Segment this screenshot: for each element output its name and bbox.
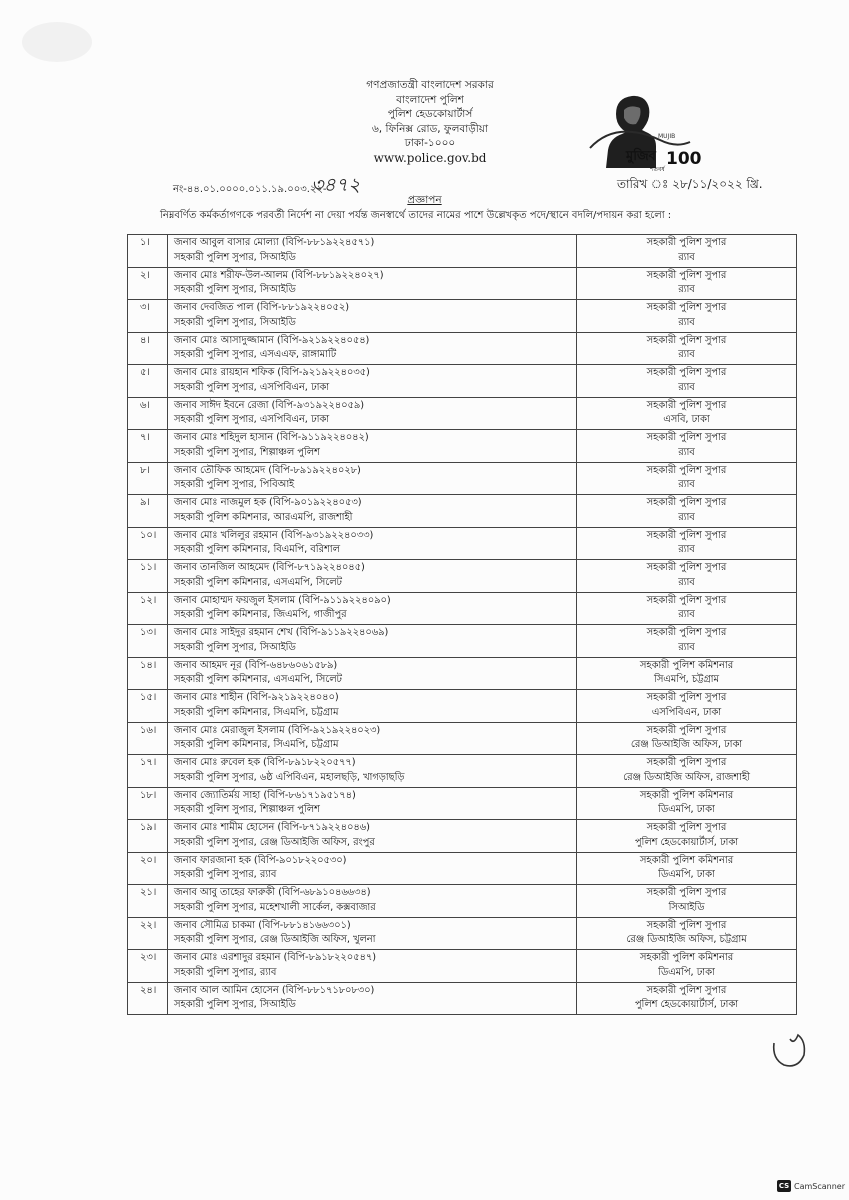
letterhead-government: গণপ্রজাতন্ত্রী বাংলাদেশ সরকার — [366, 79, 494, 91]
new-post-unit: রেঞ্জ ডিআইজি অফিস, রাজশাহী — [623, 771, 750, 783]
officer-name: জনাব মোঃ নাজমুল হক (বিপি-৯০১৯২২৪০৫৩) — [174, 497, 362, 508]
row-serial: ১৪। — [128, 657, 168, 690]
new-post-unit: ডিএমপি, ঢাকা — [658, 804, 715, 815]
document-title-text: প্রজ্ঞাপন — [407, 194, 442, 206]
table-row — [128, 917, 797, 950]
row-serial: ৪। — [128, 332, 168, 365]
table-row — [128, 267, 797, 300]
new-posting-cell — [577, 852, 797, 885]
officer-current-post: সহকারী পুলিশ কমিশনার, আরএমপি, রাজশাহী — [174, 511, 353, 523]
logo-years: 100 — [666, 149, 702, 169]
new-post-title: সহকারী পুলিশ সুপার — [646, 399, 727, 411]
new-post-title: সহকারী পুলিশ কমিশনার — [639, 659, 734, 671]
table-row — [128, 332, 797, 365]
new-posting-cell — [577, 755, 797, 788]
new-post-unit: রেঞ্জ ডিআইজি অফিস, চট্টগ্রাম — [626, 934, 747, 945]
row-serial: ২। — [128, 267, 168, 300]
officer-name: জনাব আবুল বাসার মোল্যা (বিপি-৮৮১৯২২৪৫৭১) — [174, 237, 375, 248]
new-post-title: সহকারী পুলিশ সুপার — [646, 562, 727, 573]
new-post-title: সহকারী পুলিশ কমিশনার — [639, 789, 734, 801]
row-serial: ২২। — [128, 917, 168, 950]
table-row — [128, 300, 797, 333]
row-serial: ১৫। — [128, 690, 168, 723]
officer-name: জনাব আবু তাহের ফারুকী (বিপি-৬৮৯১০৪৬৬৩৪) — [174, 887, 371, 898]
new-post-title: সহকারী পুলিশ সুপার — [646, 334, 727, 346]
officer-current-post: সহকারী পুলিশ কমিশনার, এসএমপি, সিলেট — [174, 674, 342, 685]
officer-cell — [168, 852, 577, 885]
officer-name: জনাব মোঃ মেরাজুল ইসলাম (বিপি-৯২১৯২২৪০২৩) — [174, 724, 381, 736]
transfer-table-body — [128, 235, 797, 1015]
table-row — [128, 657, 797, 690]
officer-current-post: সহকারী পুলিশ সুপার, এসএএফ, রাঙ্গামাটি — [174, 349, 337, 360]
officer-current-post: সহকারী পুলিশ সুপার, র‍্যাব — [174, 869, 277, 880]
new-posting-cell — [577, 625, 797, 658]
officer-name: জনাব মোঃ শাহীন (বিপি-৯২১৯২২৪০৪০) — [174, 692, 339, 703]
new-post-unit: এসবি, ঢাকা — [663, 414, 710, 425]
row-serial: ১। — [128, 235, 168, 268]
new-post-title: সহকারী পুলিশ কমিশনার — [639, 854, 734, 866]
new-post-title: সহকারী পুলিশ সুপার — [646, 822, 727, 833]
table-row — [128, 690, 797, 723]
new-posting-cell — [577, 982, 797, 1015]
new-posting-cell — [577, 917, 797, 950]
new-post-unit: ডিএমপি, ঢাকা — [658, 966, 715, 978]
officer-cell — [168, 885, 577, 918]
officer-current-post: সহকারী পুলিশ সুপার, ৬ষ্ঠ এপিবিএন, মহালছড়ি, খাগড়াছড়ি — [174, 771, 405, 783]
new-post-title: সহকারী পুলিশ সুপার — [646, 724, 727, 736]
table-row — [128, 495, 797, 528]
new-post-unit: র‍্যাব — [678, 316, 695, 328]
new-posting-cell — [577, 300, 797, 333]
officer-current-post: সহকারী পুলিশ সুপার, শিল্পাঞ্চল পুলিশ — [174, 804, 320, 815]
letterhead-police: বাংলাদেশ পুলিশ — [396, 93, 464, 106]
memo-date: তারিখ ঃ ২৮/১১/২০২২ খ্রি. — [617, 177, 763, 191]
officer-name: জনাব মোঃ শরীফ-উল-আলম (বিপি-৮৮১৯২২৪০২৭) — [174, 269, 384, 281]
officer-name: জনাব মোঃ এরশাদুর রহমান (বিপি-৮৯১৮২২০৫৪৭) — [174, 952, 377, 963]
officer-cell — [168, 690, 577, 723]
officer-cell — [168, 917, 577, 950]
officer-current-post: সহকারী পুলিশ সুপার, সিআইডি — [174, 316, 296, 328]
officer-current-post: সহকারী পুলিশ সুপার, পিবিআই — [174, 479, 295, 490]
new-post-unit: র‍্যাব — [678, 511, 695, 523]
new-post-title: সহকারী পুলিশ সুপার — [646, 269, 727, 281]
table-row — [128, 625, 797, 658]
new-post-title: সহকারী পুলিশ সুপার — [646, 529, 727, 541]
officer-name: জনাব জ্যোতির্ময় সাহা (বিপি-৮৬১৭১৯৫১৭৪) — [174, 789, 356, 801]
officer-cell — [168, 722, 577, 755]
officer-name: জনাব সৌমিত্র চাকমা (বিপি-৮৮১৪১৬৬৩০১) — [174, 919, 351, 931]
letterhead-address: ৬, ফিনিক্স রোড, ফুলবাড়ীয়া — [371, 122, 489, 135]
page-number-mark — [768, 1025, 812, 1073]
new-post-unit: র‍্যাব — [678, 641, 695, 653]
officer-name: জনাব তৌফিক আহমেদ (বিপি-৮৯১৯২২৪০২৮) — [174, 464, 361, 476]
officer-cell — [168, 235, 577, 268]
memo-number: নং-৪৪.০১.০০০০.০১১.১৯.০০৩.২২- — [173, 184, 327, 195]
new-post-title: সহকারী পুলিশ কমিশনার — [639, 952, 734, 963]
row-serial: ২০। — [128, 852, 168, 885]
table-row — [128, 852, 797, 885]
officer-cell — [168, 397, 577, 430]
officer-name: জনাব মোহাম্মদ ফয়জুল ইসলাম (বিপি-৯১১৯২২৪০৯০) — [174, 594, 391, 606]
table-row — [128, 820, 797, 853]
officer-cell — [168, 300, 577, 333]
new-post-title: সহকারী পুলিশ সুপার — [646, 432, 727, 443]
new-post-title: সহকারী পুলিশ সুপার — [646, 984, 727, 996]
new-posting-cell — [577, 430, 797, 463]
officer-name: জনাব দেবজিত পাল (বিপি-৮৮১৯২২৪০৫২) — [174, 302, 350, 313]
officer-current-post: সহকারী পুলিশ কমিশনার, এসএমপি, সিলেট — [174, 576, 342, 588]
table-row — [128, 787, 797, 820]
table-row — [128, 755, 797, 788]
officer-name: জনাব আহমদ নূর (বিপি-৬৪৮৬০৬১৫৮৯) — [174, 659, 338, 671]
officer-current-post: সহকারী পুলিশ কমিশনার, বিএমপি, বরিশাল — [174, 544, 340, 555]
row-serial: ১০। — [128, 527, 168, 560]
new-post-unit: র‍্যাব — [678, 349, 695, 360]
letterhead — [300, 78, 560, 165]
officer-cell — [168, 267, 577, 300]
new-posting-cell — [577, 787, 797, 820]
officer-current-post: সহকারী পুলিশ সুপার, শিল্পাঞ্চল পুলিশ — [174, 446, 320, 458]
new-post-unit: র‍্যাব — [678, 544, 695, 555]
transfer-table — [127, 234, 797, 1015]
officer-current-post: সহকারী পুলিশ সুপার, সিআইডি — [174, 284, 296, 295]
memo-handwritten-number: ৩৪৭২ — [311, 174, 361, 196]
new-post-unit: র‍্যাব — [678, 284, 695, 295]
officer-cell — [168, 950, 577, 983]
new-posting-cell — [577, 657, 797, 690]
officer-name: জনাব মোঃ রায়হান শফিক (বিপি-৯২১৯২২৪০৩৫) — [174, 367, 370, 378]
camscanner-badge — [777, 1180, 845, 1192]
officer-name: জনাব মোঃ খলিলুর রহমান (বিপি-৯৩১৯২২৪০৩৩) — [174, 529, 374, 541]
officer-cell — [168, 787, 577, 820]
table-row — [128, 950, 797, 983]
row-serial: ২৪। — [128, 982, 168, 1015]
logo-english: MUJIB — [658, 133, 676, 140]
row-serial: ১১। — [128, 560, 168, 593]
officer-current-post: সহকারী পুলিশ কমিশনার, সিএমপি, চট্টগ্রাম — [174, 706, 339, 718]
row-serial: ১২। — [128, 592, 168, 625]
logo-bengali-sub: শতবর্ষ — [650, 166, 665, 173]
new-post-title: সহকারী পুলিশ সুপার — [646, 887, 727, 898]
officer-cell — [168, 332, 577, 365]
new-post-unit: সিআইডি — [668, 901, 705, 913]
officer-cell — [168, 625, 577, 658]
table-row — [128, 365, 797, 398]
officer-current-post: সহকারী পুলিশ সুপার, মহেশখালী সার্কেল, কক্সবাজার — [174, 901, 376, 913]
officer-cell — [168, 592, 577, 625]
letterhead-city: ঢাকা-১০০০ — [404, 137, 456, 149]
officer-cell — [168, 462, 577, 495]
logo-bengali: মুজিব — [626, 149, 656, 164]
table-row — [128, 527, 797, 560]
officer-current-post: সহকারী পুলিশ সুপার, এসপিবিএন, ঢাকা — [174, 381, 330, 393]
new-post-title: সহকারী পুলিশ সুপার — [646, 464, 727, 476]
new-post-unit: এসপিবিএন, ঢাকা — [651, 706, 722, 718]
new-posting-cell — [577, 560, 797, 593]
officer-name: জনাব ফারজানা হক (বিপি-৯০১৮২২০৫৩০) — [174, 854, 347, 866]
officer-cell — [168, 430, 577, 463]
officer-cell — [168, 365, 577, 398]
officer-cell — [168, 527, 577, 560]
new-post-unit: পুলিশ হেডকোয়ার্টার্স, ঢাকা — [634, 836, 739, 848]
officer-current-post: সহকারী পুলিশ সুপার, রেঞ্জ ডিআইজি অফিস, খুলনা — [174, 934, 376, 945]
officer-current-post: সহকারী পুলিশ সুপার, র‍্যাব — [174, 966, 277, 978]
new-post-unit: র‍্যাব — [678, 609, 695, 620]
new-post-title: সহকারী পুলিশ সুপার — [646, 692, 727, 703]
row-serial: ২১। — [128, 885, 168, 918]
new-post-title: সহকারী পুলিশ সুপার — [646, 919, 727, 931]
intro-paragraph: নিম্নবর্ণিত কর্মকর্তাগণকে পরবর্তী নির্দেশ না দেয়া পর্যন্ত জনস্বার্থে তাদের নামের পাশে উল্লেখকৃত পদে/স্থানে বদলি/পদায়ন করা হলো : — [160, 210, 672, 221]
new-post-unit: র‍্যাব — [678, 479, 695, 490]
new-posting-cell — [577, 592, 797, 625]
new-post-unit: রেঞ্জ ডিআইজি অফিস, ঢাকা — [630, 739, 743, 750]
new-post-unit: পুলিশ হেডকোয়ার্টার্স, ঢাকা — [634, 999, 739, 1010]
letterhead-url: www.police.gov.bd — [373, 150, 487, 165]
row-serial: ৬। — [128, 397, 168, 430]
row-serial: ৮। — [128, 462, 168, 495]
officer-cell — [168, 495, 577, 528]
table-row — [128, 722, 797, 755]
new-post-title: সহকারী পুলিশ সুপার — [646, 302, 727, 313]
new-post-unit: র‍্যাব — [678, 251, 695, 263]
table-row — [128, 397, 797, 430]
new-posting-cell — [577, 332, 797, 365]
letterhead-hq: পুলিশ হেডকোয়ার্টার্স — [387, 108, 473, 120]
camscanner-icon: CS — [778, 1182, 790, 1190]
new-post-title: সহকারী পুলিশ সুপার — [646, 367, 727, 378]
officer-current-post: সহকারী পুলিশ সুপার, সিআইডি — [174, 251, 296, 263]
row-serial: ১৬। — [128, 722, 168, 755]
row-serial: ১৭। — [128, 755, 168, 788]
table-row — [128, 592, 797, 625]
officer-cell — [168, 820, 577, 853]
new-posting-cell — [577, 950, 797, 983]
officer-cell — [168, 982, 577, 1015]
table-row — [128, 462, 797, 495]
officer-name: জনাব মোঃ শামীম হোসেন (বিপি-৮৭১৯২২৪০৪৬) — [174, 822, 370, 833]
row-serial: ৭। — [128, 430, 168, 463]
new-posting-cell — [577, 495, 797, 528]
row-serial: ১৩। — [128, 625, 168, 658]
table-row — [128, 982, 797, 1015]
row-serial: ৯। — [128, 495, 168, 528]
new-posting-cell — [577, 885, 797, 918]
new-posting-cell — [577, 722, 797, 755]
row-serial: ৫। — [128, 365, 168, 398]
officer-name: জনাব মোঃ সাইদুর রহমান শেখ (বিপি-৯১১৯২২৪০৬৯) — [174, 627, 389, 638]
officer-name: জনাব মোঃ আসাদুজ্জামান (বিপি-৯২১৯২২৪০৫৪) — [174, 334, 370, 346]
officer-current-post: সহকারী পুলিশ কমিশনার, জিএমপি, গাজীপুর — [174, 609, 347, 620]
new-post-title: সহকারী পুলিশ সুপার — [646, 497, 727, 508]
table-row — [128, 560, 797, 593]
new-post-unit: র‍্যাব — [678, 381, 695, 393]
officer-current-post: সহকারী পুলিশ সুপার, সিআইডি — [174, 641, 296, 653]
officer-current-post: সহকারী পুলিশ সুপার, এসপিবিএন, ঢাকা — [174, 414, 330, 425]
officer-cell — [168, 755, 577, 788]
row-serial: ১৮। — [128, 787, 168, 820]
new-post-unit: র‍্যাব — [678, 576, 695, 588]
new-post-title: সহকারী পুলিশ সুপার — [646, 594, 727, 606]
new-posting-cell — [577, 527, 797, 560]
officer-name: জনাব মোঃ রুবেল হক (বিপি-৮৯১৮২২০৫৭৭) — [174, 757, 356, 768]
officer-name: জনাব সাঈদ ইবনে রেজা (বিপি-৯৩১৯২২৪০৫৯) — [174, 399, 365, 411]
row-serial: ২৩। — [128, 950, 168, 983]
camscanner-label: CamScanner — [794, 1181, 846, 1191]
table-row — [128, 235, 797, 268]
officer-cell — [168, 657, 577, 690]
new-posting-cell — [577, 690, 797, 723]
officer-current-post: সহকারী পুলিশ কমিশনার, সিএমপি, চট্টগ্রাম — [174, 739, 339, 750]
new-posting-cell — [577, 462, 797, 495]
new-posting-cell — [577, 365, 797, 398]
officer-current-post: সহকারী পুলিশ সুপার, রেঞ্জ ডিআইজি অফিস, রংপুর — [174, 836, 375, 848]
new-post-title: সহকারী পুলিশ সুপার — [646, 757, 727, 768]
page-number-text: ৫ — [812, 1073, 813, 1074]
new-post-title: সহকারী পুলিশ সুপার — [646, 237, 727, 248]
new-posting-cell — [577, 820, 797, 853]
scan-smudge — [22, 22, 92, 62]
officer-cell — [168, 560, 577, 593]
new-post-unit: র‍্যাব — [678, 446, 695, 458]
new-posting-cell — [577, 235, 797, 268]
officer-name: জনাব আল আমিন হোসেন (বিপি-৮৮১৭১৮০৮৩০) — [174, 984, 375, 996]
officer-name: জনাব তানজিল আহমেদ (বিপি-৮৭১৯২২৪০৪৫) — [174, 562, 365, 573]
row-serial: ১৯। — [128, 820, 168, 853]
table-row — [128, 430, 797, 463]
new-post-unit: ডিএমপি, ঢাকা — [658, 869, 715, 880]
new-posting-cell — [577, 267, 797, 300]
new-post-unit: সিএমপি, চট্টগ্রাম — [654, 674, 719, 685]
table-row — [128, 885, 797, 918]
mujib-centenary-logo — [586, 90, 702, 176]
new-posting-cell — [577, 397, 797, 430]
new-post-title: সহকারী পুলিশ সুপার — [646, 627, 727, 638]
row-serial: ৩। — [128, 300, 168, 333]
officer-name: জনাব মোঃ শহিদুল হাসান (বিপি-৯১১৯২২৪০৪২) — [174, 432, 369, 443]
officer-current-post: সহকারী পুলিশ সুপার, সিআইডি — [174, 999, 296, 1010]
